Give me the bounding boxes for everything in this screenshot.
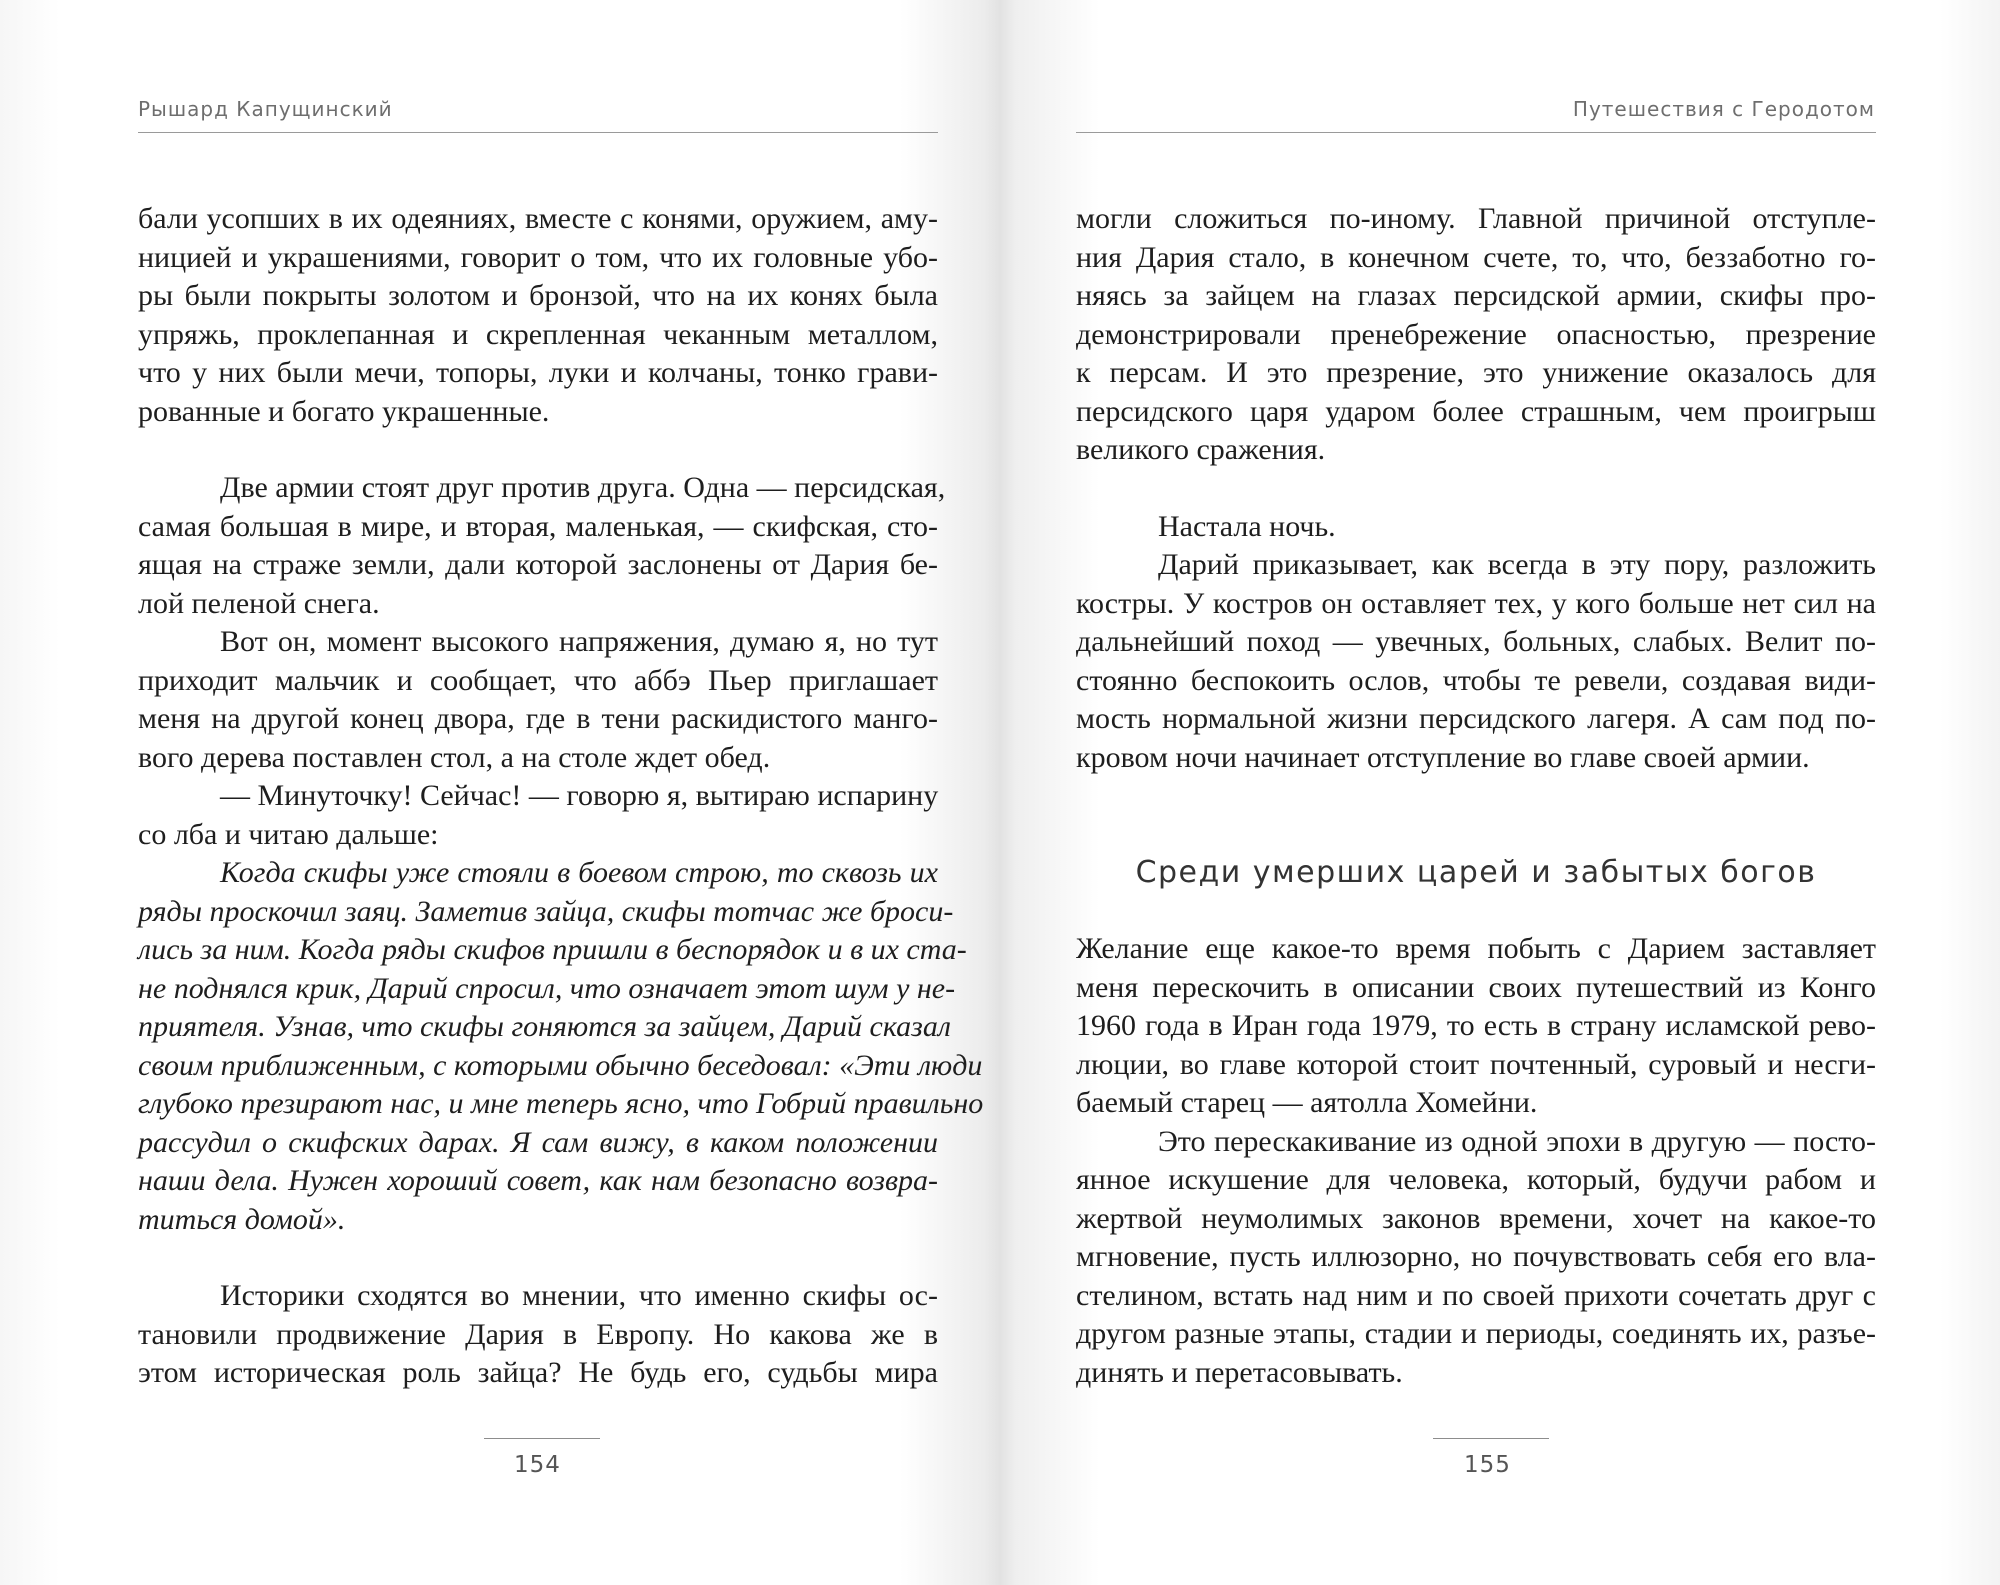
text-line: Дарий приказывает, как всегда в эту пору, разложить xyxy=(1158,548,1876,581)
paragraph xyxy=(138,469,946,623)
text-line: персидского царя ударом более страшным, чем проигрыш xyxy=(1076,394,1876,428)
text-line: Вот он, момент высокого напряжения, думаю я, но тут xyxy=(220,625,938,658)
text-line: своим приближенным, с которыми обычно беседовал: «Эти люди xyxy=(138,1048,983,1082)
folio-rule xyxy=(1433,1438,1549,1439)
text-line: Историки сходятся во мнении, что именно скифы ос- xyxy=(220,1279,938,1312)
text-line: кровом ночи начинает отступление во главе своей армии. xyxy=(1076,740,1810,774)
text-line: приходит мальчик и сообщает, что аббэ Пьер приглашает xyxy=(138,663,938,697)
page-number: 155 xyxy=(1464,1452,1511,1478)
paragraph xyxy=(1076,1123,1876,1393)
right-page-text xyxy=(1076,200,1876,1392)
text-line: меня перескочить в описании своих путешествий из Конго xyxy=(1076,970,1876,1004)
text-line: рассудил о скифских дарах. Я сам вижу, в каком положении xyxy=(138,1125,938,1159)
text-line: меня на другой конец двора, где в тени раскидистого манго- xyxy=(138,702,938,735)
paragraph xyxy=(138,200,938,431)
header-rule xyxy=(1076,132,1876,133)
text-line: упряжь, проклепанная и скрепленная чеканным металлом, xyxy=(138,317,938,351)
text-line: 1960 года в Иран года 1979, то есть в страну исламской рево- xyxy=(1076,1009,1876,1042)
paragraph xyxy=(1076,546,1876,777)
text-line: титься домой». xyxy=(138,1202,346,1236)
text-line: бали усопших в их одеяниях, вместе с конями, оружием, аму- xyxy=(138,202,938,235)
text-line: могли сложиться по-иному. Главной причиной отступле- xyxy=(1076,202,1876,235)
text-line: ряды проскочил заяц. Заметив зайца, скифы тотчас же броси- xyxy=(138,894,954,928)
page-number: 154 xyxy=(514,1452,561,1478)
text-line: стелином, встать над ним и по своей прихоти сочетать друг с xyxy=(1076,1278,1876,1312)
section-gap xyxy=(1076,777,1876,854)
paragraph-gap xyxy=(1076,470,1876,508)
header-rule xyxy=(138,132,938,133)
text-line: вого дерева поставлен стол, а на столе ждет обед. xyxy=(138,740,771,774)
text-line: приятеля. Узнав, что скифы гоняются за зайцем, Дарий сказал xyxy=(138,1010,951,1043)
text-line: янное искушение для человека, который, будучи рабом и xyxy=(1076,1163,1876,1196)
text-line: ния Дария стало, в конечном счете, то, что, беззаботно го- xyxy=(1076,240,1876,274)
text-line: демонстрировали пренебрежение опасностью, презрение xyxy=(1076,317,1876,351)
paragraph xyxy=(138,1277,938,1393)
herodotus-quote xyxy=(138,854,984,1239)
text-line: мгновение, пусть иллюзорно, но почувствовать себя его вла- xyxy=(1076,1240,1876,1273)
text-line: глубоко презирают нас, и мне теперь ясно, что Гобрий правильно xyxy=(138,1087,984,1120)
running-head-author: Рышард Капущинский xyxy=(138,97,393,121)
text-line: мость нормальной жизни персидского лагеря. А сам под по- xyxy=(1076,702,1876,735)
text-line: Две армии стоят друг против друга. Одна — персидская, xyxy=(220,471,946,504)
text-line: жертвой неумолимых законов времени, хочет на какое-то xyxy=(1076,1201,1876,1235)
text-line: няясь за зайцем на глазах персидской армии, скифы про- xyxy=(1076,279,1876,312)
text-line: тановили продвижение Дария в Европу. Но какова же в xyxy=(138,1317,938,1351)
text-line: что у них были мечи, топоры, луки и колчаны, тонко грави- xyxy=(138,356,938,389)
text-line: Настала ночь. xyxy=(1158,509,1336,543)
paragraph xyxy=(138,777,938,854)
text-line: самая большая в мире, и вторая, маленькая, — скифская, сто- xyxy=(138,509,938,543)
text-line: динять и перетасовывать. xyxy=(1076,1355,1403,1389)
paragraph xyxy=(1076,200,1876,470)
text-line: дальнейший поход — увечных, больных, слабых. Велит по- xyxy=(1076,625,1876,658)
text-line: ры были покрыты золотом и бронзой, что на их конях была xyxy=(138,279,938,312)
section-title: Среди умерших царей и забытых богов xyxy=(1135,855,1817,890)
text-line: со лба и читаю дальше: xyxy=(138,817,439,851)
right-page xyxy=(1000,0,2000,1585)
text-line: Желание еще какое-то время побыть с Дарием заставляет xyxy=(1076,932,1876,965)
left-page-text xyxy=(138,200,984,1393)
text-line: ницией и украшениями, говорит о том, что их головные убо- xyxy=(138,240,938,274)
paragraph xyxy=(138,623,938,777)
text-line: баемый старец — аятолла Хомейни. xyxy=(1076,1086,1538,1119)
text-line: Когда скифы уже стояли в боевом строю, то сквозь их xyxy=(220,856,938,889)
text-line: лись за ним. Когда ряды скифов пришли в беспорядок и в их ста- xyxy=(138,933,967,966)
text-line: стоянно беспокоить ослов, чтобы те ревели, создавая види- xyxy=(1076,663,1876,697)
text-line: люции, во главе которой стоит почтенный, суровый и несги- xyxy=(1076,1047,1876,1081)
text-line: наши дела. Нужен хороший совет, как нам безопасно возвра- xyxy=(138,1164,938,1197)
text-line: Это перескакивание из одной эпохи в другую — посто- xyxy=(1158,1124,1876,1158)
text-line: костры. У костров он оставляет тех, у кого больше нет сил на xyxy=(1076,586,1876,620)
folio-rule xyxy=(484,1438,600,1439)
paragraph xyxy=(1076,508,1876,547)
text-line: этом историческая роль зайца? Не будь его, судьбы мира xyxy=(138,1356,938,1389)
text-line: лой пеленой снега. xyxy=(138,586,380,620)
text-line: к персам. И это презрение, это унижение оказалось для xyxy=(1076,356,1876,389)
text-line: не поднялся крик, Дарий спросил, что означает этот шум у не- xyxy=(138,971,956,1005)
section-gap xyxy=(1076,892,1876,930)
paragraph-gap xyxy=(138,1239,938,1277)
running-head-title: Путешествия с Геродотом xyxy=(1572,97,1875,121)
text-line: — Минуточку! Сейчас! — говорю я, вытираю испарину xyxy=(220,779,939,812)
text-line: другом разные этапы, стадии и периоды, соединять их, разъе- xyxy=(1076,1317,1876,1350)
paragraph xyxy=(1076,930,1876,1123)
text-line: рованные и богато украшенные. xyxy=(138,394,550,428)
text-line: великого сражения. xyxy=(1076,433,1326,466)
paragraph-gap xyxy=(138,431,938,469)
text-line: ящая на страже земли, дали которой заслонены от Дария бе- xyxy=(138,548,938,581)
